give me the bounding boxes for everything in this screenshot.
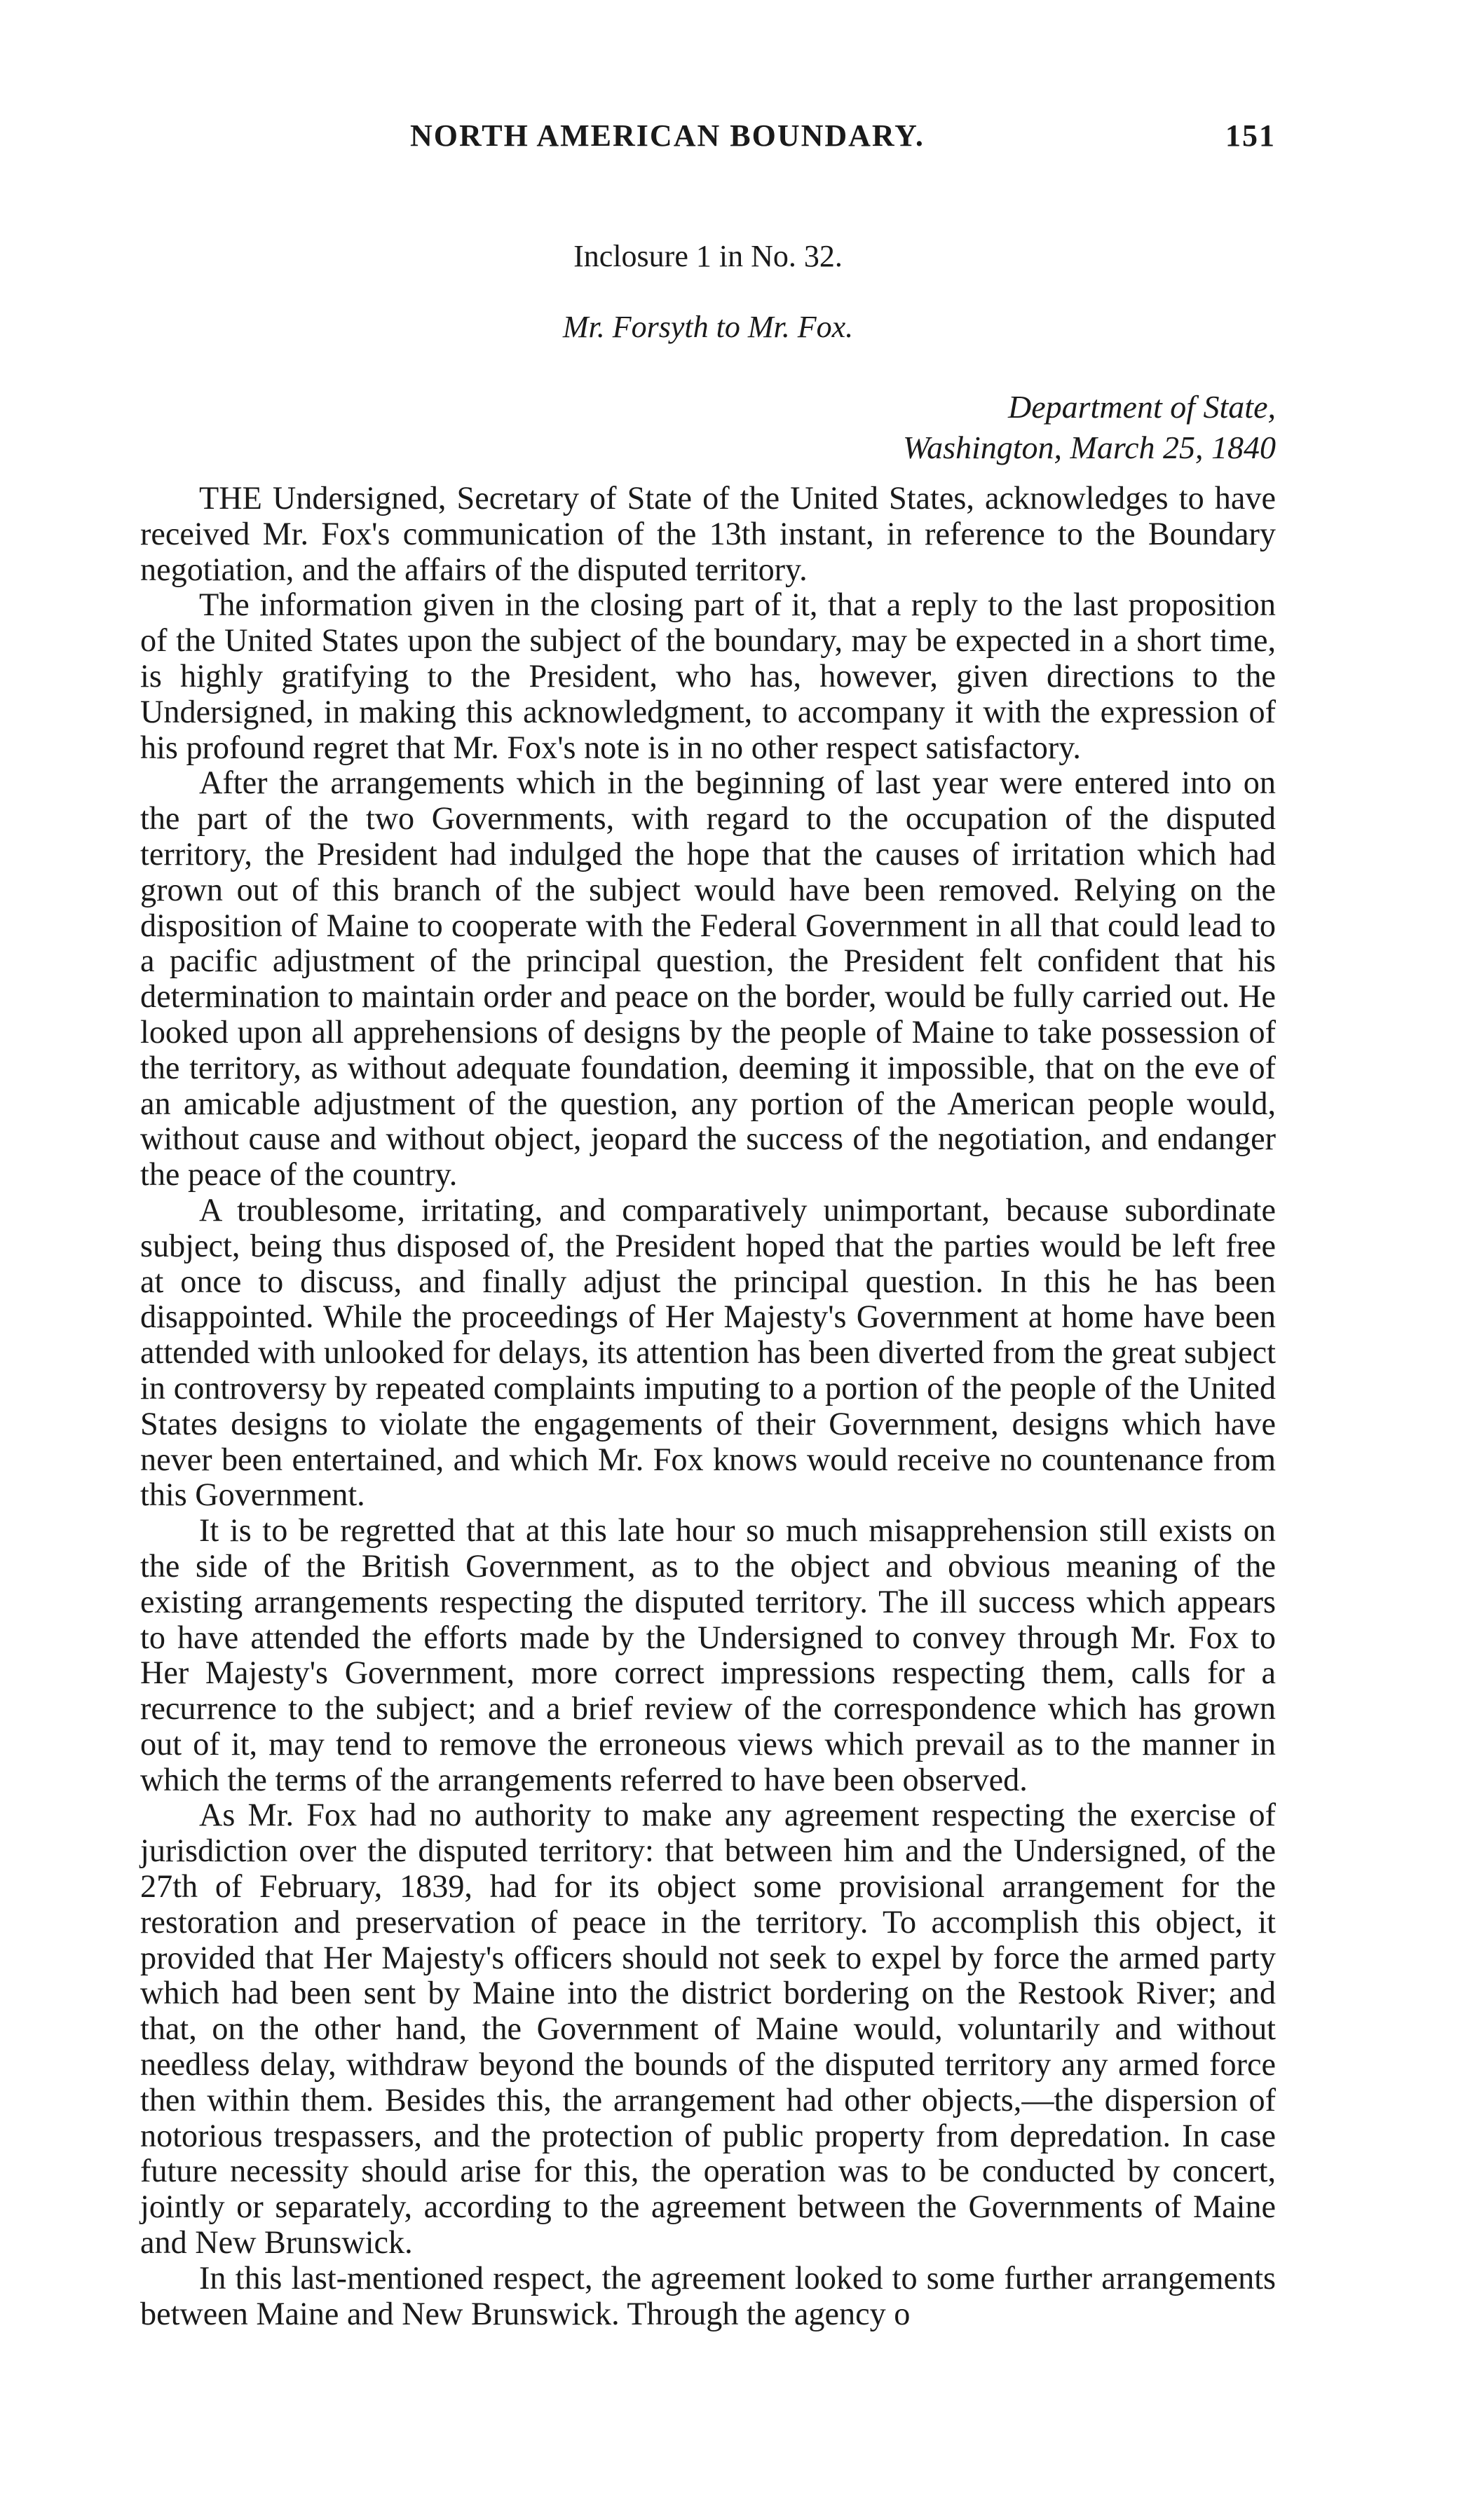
paragraph: THE Undersigned, Secretary of State of the United States, acknowledges to have received Mr. Fox's communication of the 13th instant, in reference to the Boundary negotiation, and the affairs of the disputed territory.: [140, 480, 1276, 587]
enclosure-heading: Inclosure 1 in No. 32.: [573, 239, 843, 273]
paragraph: The information given in the closing part of it, that a reply to the last proposition of the United States upon the subject of the boundary, may be expected in a short time, is highly gratifying to the President, who has, however, given directions to the Undersigned, in making this acknowledgment, to accompany it with the expression of his profound regret that Mr. Fox's note is in no other respect satisfactory.: [140, 587, 1276, 765]
document-page: [140, 105, 1276, 2331]
page-number: 151: [1225, 118, 1276, 153]
letter-address: [140, 387, 1276, 468]
paragraph: In this last-mentioned respect, the agreement looked to some further arrangements between Maine and New Brunswick. Through the agency o: [140, 2259, 1276, 2331]
paragraph: As Mr. Fox had no authority to make any agreement respecting the exercise of jurisdiction over the disputed territory: that between him and the Undersigned, of the 27th of February, 1839, had for its object some provisional arrangement for the restoration and preservation of peace in the territory. To accomplish this object, it provided that Her Majesty's officers should not seek to expel by force the armed party which had been sent by Maine into the district bordering on the Restook River; and that, on the other hand, the Government of Maine would, voluntarily and without needless delay, withdraw beyond the bounds of the disputed territory any armed force then within them. Besides this, the arrangement had other objects,—the dispersion of notorious trespassers, and the protection of public property from depredation. In case future necessity should arise for this, the operation was to be conducted by concert, jointly or separately, according to the agreement between the Governments of Maine and New Brunswick.: [140, 1797, 1276, 2261]
letter-body: [140, 481, 1276, 2331]
address-place-date: Washington, March 25, 1840: [903, 430, 1276, 465]
paragraph: After the arrangements which in the beginning of last year were entered into on the part of the two Governments, with regard to the occupation of the disputed territory, the President had indulged the hope that the causes of irritation which had grown out of this branch of the subject would have been removed. Relying on the disposition of Maine to cooperate with the Federal Government in all that could lead to a pacific adjustment of the principal question, the President felt confident that his determination to maintain order and peace on the border, would be fully carried out. He looked upon all apprehensions of designs by the people of Maine to take possession of the territory, as without adequate foundation, deeming it impossible, that on the eve of an amicable adjustment of the question, any portion of the American people would, without cause and without object, jeopard the success of the negotiation, and endanger the peace of the country.: [140, 765, 1276, 1193]
running-title: NORTH AMERICAN BOUNDARY.: [410, 118, 925, 153]
address-department: Department of State,: [1008, 389, 1276, 425]
paragraph: It is to be regretted that at this late hour so much misapprehension still exists on the side of the British Government, as to the object and obvious meaning of the existing arrangements respecting the disputed territory. The ill success which appears to have attended the efforts made by the Undersigned to convey through Mr. Fox to Her Majesty's Government, more correct impressions respecting them, calls for a recurrence to the subject; and a brief review of the correspondence which has grown out of it, may tend to remove the erroneous views which prevail as to the manner in which the terms of the arrangements referred to have been observed.: [140, 1512, 1276, 1797]
letter-title: Mr. Forsyth to Mr. Fox.: [562, 310, 854, 344]
running-header: [140, 105, 1276, 161]
paragraph: A troublesome, irritating, and comparatively unimportant, because subordinate subject, being thus disposed of, the President hoped that the parties would be left free at once to discuss, and finally adjust the principal question. In this he has been disappointed. While the proceedings of Her Majesty's Government at home have been attended with unlooked for delays, its attention has been diverted from the great subject in controversy by repeated complaints imputing to a portion of the people of the United States designs to violate the engagements of their Government, designs which have never been entertained, and which Mr. Fox knows would receive no countenance from this Government.: [140, 1191, 1276, 1513]
